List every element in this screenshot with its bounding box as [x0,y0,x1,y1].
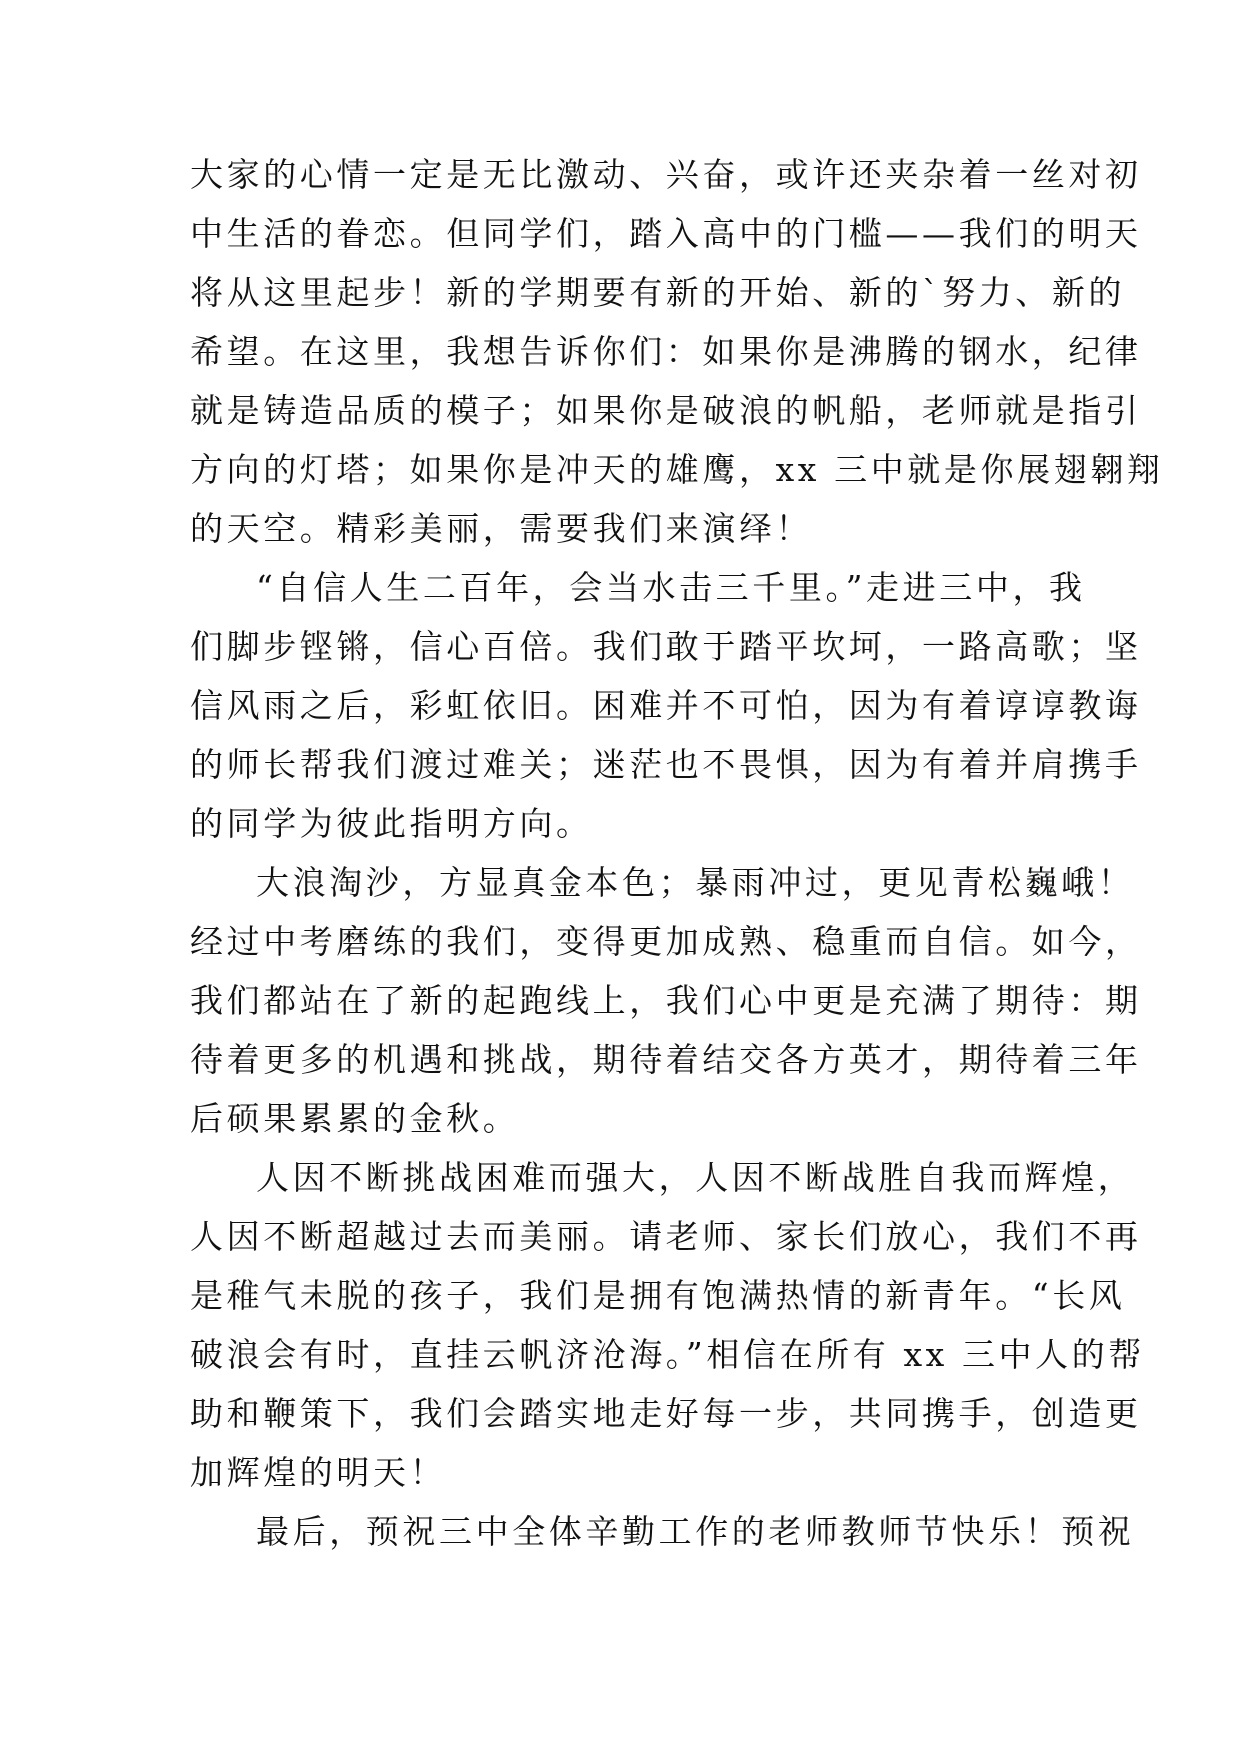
text-line: 的天空。精彩美丽，需要我们来演绎！ [190,509,813,548]
text-line: 大浪淘沙，方显真金本色；暴雨冲过，更见青松巍峨！ [256,863,1135,902]
paragraph-1 [190,145,1164,558]
text-line: 信风雨之后，彩虹依旧。困难并不可怕，因为有着谆谆教诲 [190,686,1142,725]
paragraph-2 [190,558,1142,853]
paragraph-4 [190,1148,1145,1502]
text-line: 将从这里起步！新的学期要有新的开始、新的`努力、新的 [190,273,1126,312]
document-body [190,145,1164,1561]
text-line: 后硕果累累的金秋。 [190,1099,520,1138]
text-line: 助和鞭策下，我们会踏实地走好每一步，共同携手，创造更 [190,1394,1142,1433]
paragraph-3 [190,853,1142,1148]
text-line: 就是铸造品质的模子；如果你是破浪的帆船，老师就是指引 [190,391,1142,430]
text-line: 经过中考磨练的我们，变得更加成熟、稳重而自信。如今， [190,922,1142,961]
text-line: 方向的灯塔；如果你是冲天的雄鹰，xx 三中就是你展翅翱翔 [190,450,1164,489]
text-line: “自信人生二百年，会当水击三千里。”走进三中，我 [256,568,1086,607]
paragraph-5 [190,1502,1135,1561]
text-line: 们脚步铿锵，信心百倍。我们敢于踏平坎坷，一路高歌；坚 [190,627,1142,666]
text-line: 的师长帮我们渡过难关；迷茫也不畏惧，因为有着并肩携手 [190,745,1142,784]
text-line: 大家的心情一定是无比激动、兴奋，或许还夹杂着一丝对初 [190,155,1142,194]
text-line: 待着更多的机遇和挑战，期待着结交各方英才，期待着三年 [190,1040,1142,1079]
text-line: 希望。在这里，我想告诉你们：如果你是沸腾的钢水，纪律 [190,332,1142,371]
text-line: 人因不断超越过去而美丽。请老师、家长们放心，我们不再 [190,1217,1142,1256]
text-line: 我们都站在了新的起跑线上，我们心中更是充满了期待：期 [190,981,1142,1020]
text-line: 是稚气未脱的孩子，我们是拥有饱满热情的新青年。“长风 [190,1276,1126,1315]
text-line: 人因不断挑战困难而强大，人因不断战胜自我而辉煌， [256,1158,1135,1197]
text-line: 破浪会有时，直挂云帆济沧海。”相信在所有 xx 三中人的帮 [190,1335,1145,1374]
text-line: 的同学为彼此指明方向。 [190,804,593,843]
text-line: 最后，预祝三中全体辛勤工作的老师教师节快乐！预祝 [256,1512,1135,1551]
text-line: 中生活的眷恋。但同学们，踏入高中的门槛——我们的明天 [190,214,1142,253]
text-line: 加辉煌的明天！ [190,1453,447,1492]
